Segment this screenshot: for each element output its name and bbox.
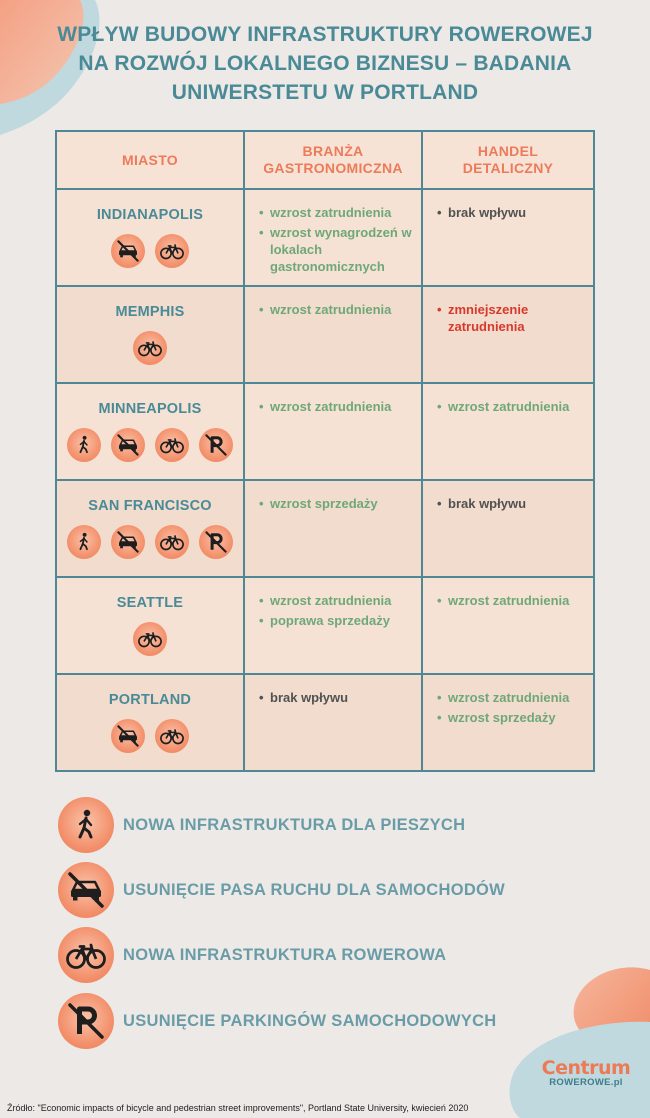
legend-label: USUNIĘCIE PASA RUCHU DLA SAMOCHODÓW bbox=[123, 880, 506, 899]
city-name: MEMPHIS bbox=[115, 304, 185, 320]
page-title bbox=[0, 20, 650, 107]
retail-cell bbox=[421, 578, 593, 673]
city-cell bbox=[57, 578, 243, 673]
table-row bbox=[57, 576, 593, 673]
title-line-1: WPŁYW BUDOWY INFRASTRUKTURY ROWEROWEJ bbox=[57, 23, 593, 46]
title-line-3: UNIWERSTETU W PORTLAND bbox=[171, 81, 479, 104]
list-item: • brak wpływu bbox=[259, 690, 349, 705]
logo bbox=[541, 1058, 631, 1088]
list-item: • wzrost zatrudnienia bbox=[259, 399, 392, 414]
city-icons bbox=[133, 331, 167, 365]
city-cell bbox=[57, 287, 243, 382]
gastro-cell bbox=[243, 190, 421, 285]
legend-label: USUNIĘCIE PARKINGÓW SAMOCHODOWYCH bbox=[123, 1011, 497, 1030]
list-item: • wzrost sprzedaży bbox=[437, 710, 556, 725]
bike-icon bbox=[155, 719, 189, 753]
header-gastro-line2: GASTRONOMICZNA bbox=[263, 160, 403, 176]
legend-item bbox=[58, 861, 618, 919]
city-name: INDIANAPOLIS bbox=[96, 207, 204, 223]
city-name: SAN FRANCISCO bbox=[88, 498, 212, 514]
city-name: PORTLAND bbox=[108, 692, 192, 708]
table-row bbox=[57, 479, 593, 576]
no-car-icon bbox=[111, 428, 145, 462]
no-car-icon bbox=[111, 525, 145, 559]
gastro-cell bbox=[243, 287, 421, 382]
header-retail-line1: HANDEL bbox=[477, 143, 539, 159]
gastro-cell bbox=[243, 578, 421, 673]
no-car-icon bbox=[111, 234, 145, 268]
retail-cell bbox=[421, 287, 593, 382]
legend-label: NOWA INFRASTRUKTURA DLA PIESZYCH bbox=[123, 815, 466, 834]
list-item: • zmniejszenie zatrudnienia bbox=[437, 302, 529, 334]
table-row bbox=[57, 188, 593, 285]
no-parking-icon bbox=[199, 525, 233, 559]
city-cell bbox=[57, 481, 243, 576]
bike-icon bbox=[155, 234, 189, 268]
city-name: SEATTLE bbox=[116, 595, 184, 611]
results-table bbox=[55, 130, 595, 772]
list-item: • wzrost wynagrodzeń w lokalach gastronomicznych bbox=[259, 225, 412, 274]
no-parking-icon bbox=[199, 428, 233, 462]
no-car-icon bbox=[111, 719, 145, 753]
legend-item bbox=[58, 992, 618, 1050]
pedestrian-icon bbox=[58, 797, 114, 853]
city-icons bbox=[111, 234, 189, 268]
list-item: • wzrost zatrudnienia bbox=[259, 205, 392, 220]
pedestrian-icon bbox=[67, 525, 101, 559]
bike-icon bbox=[155, 525, 189, 559]
retail-cell bbox=[421, 384, 593, 479]
no-parking-icon bbox=[58, 993, 114, 1049]
bike-icon bbox=[133, 622, 167, 656]
legend-label: NOWA INFRASTRUKTURA ROWEROWA bbox=[123, 945, 447, 964]
bike-icon bbox=[133, 331, 167, 365]
table-row bbox=[57, 285, 593, 382]
table-row bbox=[57, 673, 593, 770]
header-city bbox=[57, 132, 243, 188]
legend-item bbox=[58, 796, 618, 854]
logo-line1: Centrum bbox=[541, 1057, 631, 1079]
list-item: • wzrost sprzedaży bbox=[259, 496, 378, 511]
city-icons bbox=[133, 622, 167, 656]
gastro-cell bbox=[243, 675, 421, 770]
city-cell bbox=[57, 675, 243, 770]
list-item: • wzrost zatrudnienia bbox=[437, 593, 570, 608]
city-icons bbox=[67, 525, 233, 559]
city-icons bbox=[67, 428, 233, 462]
list-item: • wzrost zatrudnienia bbox=[437, 399, 570, 414]
list-item: • brak wpływu bbox=[437, 205, 527, 220]
header-gastro-line1: BRANŻA bbox=[302, 143, 364, 159]
city-icons bbox=[111, 719, 189, 753]
header-retail-line2: DETALICZNY bbox=[462, 160, 554, 176]
table-header-row bbox=[57, 132, 593, 188]
header-gastro bbox=[243, 132, 421, 188]
retail-cell bbox=[421, 675, 593, 770]
table-row bbox=[57, 382, 593, 479]
list-item: • wzrost zatrudnienia bbox=[259, 302, 392, 317]
gastro-cell bbox=[243, 384, 421, 479]
list-item: • wzrost zatrudnienia bbox=[259, 593, 392, 608]
gastro-cell bbox=[243, 481, 421, 576]
bike-icon bbox=[58, 927, 114, 983]
header-city-label: MIASTO bbox=[122, 151, 178, 168]
city-cell bbox=[57, 384, 243, 479]
bike-icon bbox=[155, 428, 189, 462]
pedestrian-icon bbox=[67, 428, 101, 462]
list-item: • poprawa sprzedaży bbox=[259, 613, 390, 628]
city-name: MINNEAPOLIS bbox=[98, 401, 202, 417]
logo-line2: ROWEROWE.pl bbox=[549, 1077, 623, 1088]
title-line-2: NA ROZWÓJ LOKALNEGO BIZNESU – BADANIA bbox=[78, 52, 572, 75]
legend-item bbox=[58, 926, 618, 984]
city-cell bbox=[57, 190, 243, 285]
header-retail bbox=[421, 132, 593, 188]
no-car-icon bbox=[58, 862, 114, 918]
list-item: • wzrost zatrudnienia bbox=[437, 690, 570, 705]
list-item: • brak wpływu bbox=[437, 496, 527, 511]
source-note: Źródło: "Economic impacts of bicycle and pedestrian street improvements", Portland State University, kwiecień 2020 bbox=[7, 1103, 469, 1113]
retail-cell bbox=[421, 190, 593, 285]
retail-cell bbox=[421, 481, 593, 576]
